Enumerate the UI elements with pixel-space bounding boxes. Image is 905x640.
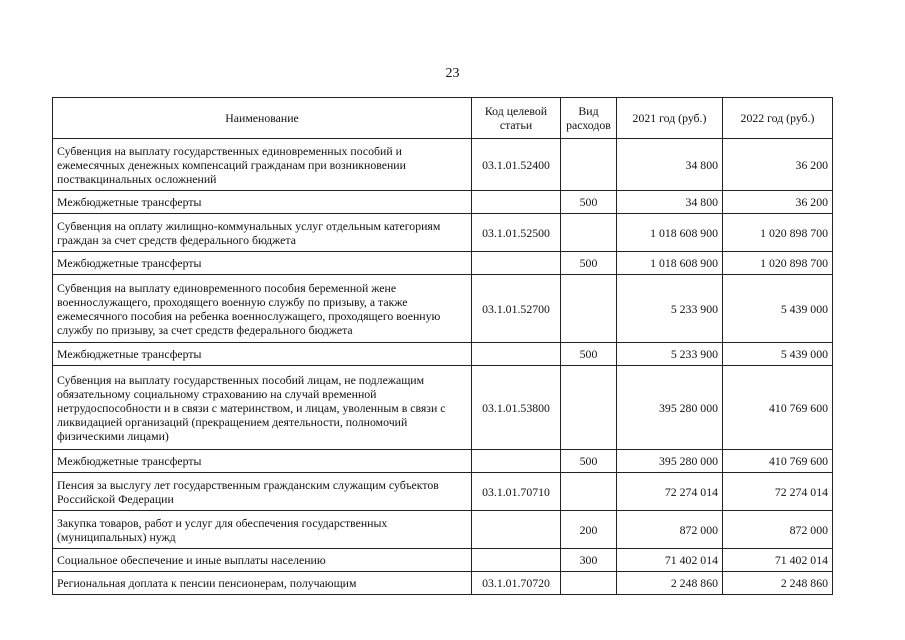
row-code <box>472 343 561 366</box>
row-2022: 36 200 <box>723 191 833 214</box>
header-row <box>53 98 833 139</box>
row-code: 03.1.01.70720 <box>472 572 561 595</box>
table-row <box>53 275 833 343</box>
row-2021: 1 018 608 900 <box>617 214 723 252</box>
row-vid: 500 <box>561 343 617 366</box>
row-name: Региональная доплата к пенсии пенсионерам, получающим <box>53 572 472 595</box>
table-row <box>53 343 833 366</box>
table-row <box>53 450 833 473</box>
row-name: Субвенция на выплату государственных пособий лицам, не подлежащим обязательному социальному страхованию на случай временной нетрудоспособности и в связи с материнством, и лицам, уволенным в связи с ликвидацией организаций (прекращением деятельности, полномочий физическими лицами) <box>53 366 472 450</box>
budget-table <box>52 97 833 595</box>
header-vid: Вид расходов <box>561 98 617 139</box>
row-2022: 2 248 860 <box>723 572 833 595</box>
row-code <box>472 191 561 214</box>
row-code: 03.1.01.52700 <box>472 275 561 343</box>
row-2021: 395 280 000 <box>617 366 723 450</box>
row-2021: 72 274 014 <box>617 473 723 511</box>
row-name: Межбюджетные трансферты <box>53 252 472 275</box>
row-code: 03.1.01.52400 <box>472 139 561 191</box>
row-code: 03.1.01.52500 <box>472 214 561 252</box>
table-row <box>53 511 833 549</box>
header-name: Наименование <box>53 98 472 139</box>
row-name: Закупка товаров, работ и услуг для обеспечения государственных (муниципальных) нужд <box>53 511 472 549</box>
row-2021: 395 280 000 <box>617 450 723 473</box>
table-row <box>53 139 833 191</box>
row-vid: 500 <box>561 450 617 473</box>
row-vid <box>561 473 617 511</box>
header-2021: 2021 год (руб.) <box>617 98 723 139</box>
row-2021: 2 248 860 <box>617 572 723 595</box>
row-vid <box>561 214 617 252</box>
table-row <box>53 473 833 511</box>
row-name: Межбюджетные трансферты <box>53 450 472 473</box>
row-2022: 1 020 898 700 <box>723 214 833 252</box>
row-2021: 5 233 900 <box>617 275 723 343</box>
table-row <box>53 214 833 252</box>
row-2022: 1 020 898 700 <box>723 252 833 275</box>
row-vid <box>561 275 617 343</box>
row-vid <box>561 366 617 450</box>
header-2022: 2022 год (руб.) <box>723 98 833 139</box>
row-2022: 71 402 014 <box>723 549 833 572</box>
row-name: Пенсия за выслугу лет государственным гражданским служащим субъектов Российской Федерации <box>53 473 472 511</box>
row-vid <box>561 139 617 191</box>
row-vid: 200 <box>561 511 617 549</box>
row-2022: 5 439 000 <box>723 275 833 343</box>
row-vid <box>561 572 617 595</box>
row-2021: 872 000 <box>617 511 723 549</box>
table-row <box>53 572 833 595</box>
row-2021: 1 018 608 900 <box>617 252 723 275</box>
row-name: Субвенция на оплату жилищно-коммунальных услуг отдельным категориям граждан за счет средств федерального бюджета <box>53 214 472 252</box>
row-2021: 34 800 <box>617 139 723 191</box>
row-2022: 410 769 600 <box>723 450 833 473</box>
row-code <box>472 450 561 473</box>
row-2022: 872 000 <box>723 511 833 549</box>
table-row <box>53 549 833 572</box>
row-2021: 71 402 014 <box>617 549 723 572</box>
page-number: 23 <box>445 66 460 81</box>
row-vid: 300 <box>561 549 617 572</box>
row-2021: 34 800 <box>617 191 723 214</box>
row-name: Межбюджетные трансферты <box>53 191 472 214</box>
row-name: Субвенция на выплату единовременного пособия беременной жене военнослужащего, проходящего военную службу по призыву, а также ежемесячного пособия на ребенка военнослужащего, проходящего военную службу по призыву, за счет средств федерального бюджета <box>53 275 472 343</box>
row-name: Субвенция на выплату государственных единовременных пособий и ежемесячных денежных компенсаций гражданам при возникновении поствакцинальных осложнений <box>53 139 472 191</box>
table-row <box>53 191 833 214</box>
row-code: 03.1.01.53800 <box>472 366 561 450</box>
table-row <box>53 366 833 450</box>
row-vid: 500 <box>561 252 617 275</box>
row-2022: 36 200 <box>723 139 833 191</box>
row-2022: 72 274 014 <box>723 473 833 511</box>
row-vid: 500 <box>561 191 617 214</box>
row-code <box>472 252 561 275</box>
row-code <box>472 511 561 549</box>
row-code <box>472 549 561 572</box>
row-2021: 5 233 900 <box>617 343 723 366</box>
row-2022: 5 439 000 <box>723 343 833 366</box>
table-row <box>53 252 833 275</box>
row-code: 03.1.01.70710 <box>472 473 561 511</box>
row-2022: 410 769 600 <box>723 366 833 450</box>
row-name: Межбюджетные трансферты <box>53 343 472 366</box>
header-code: Код целевой статьи <box>472 98 561 139</box>
row-name: Социальное обеспечение и иные выплаты населению <box>53 549 472 572</box>
